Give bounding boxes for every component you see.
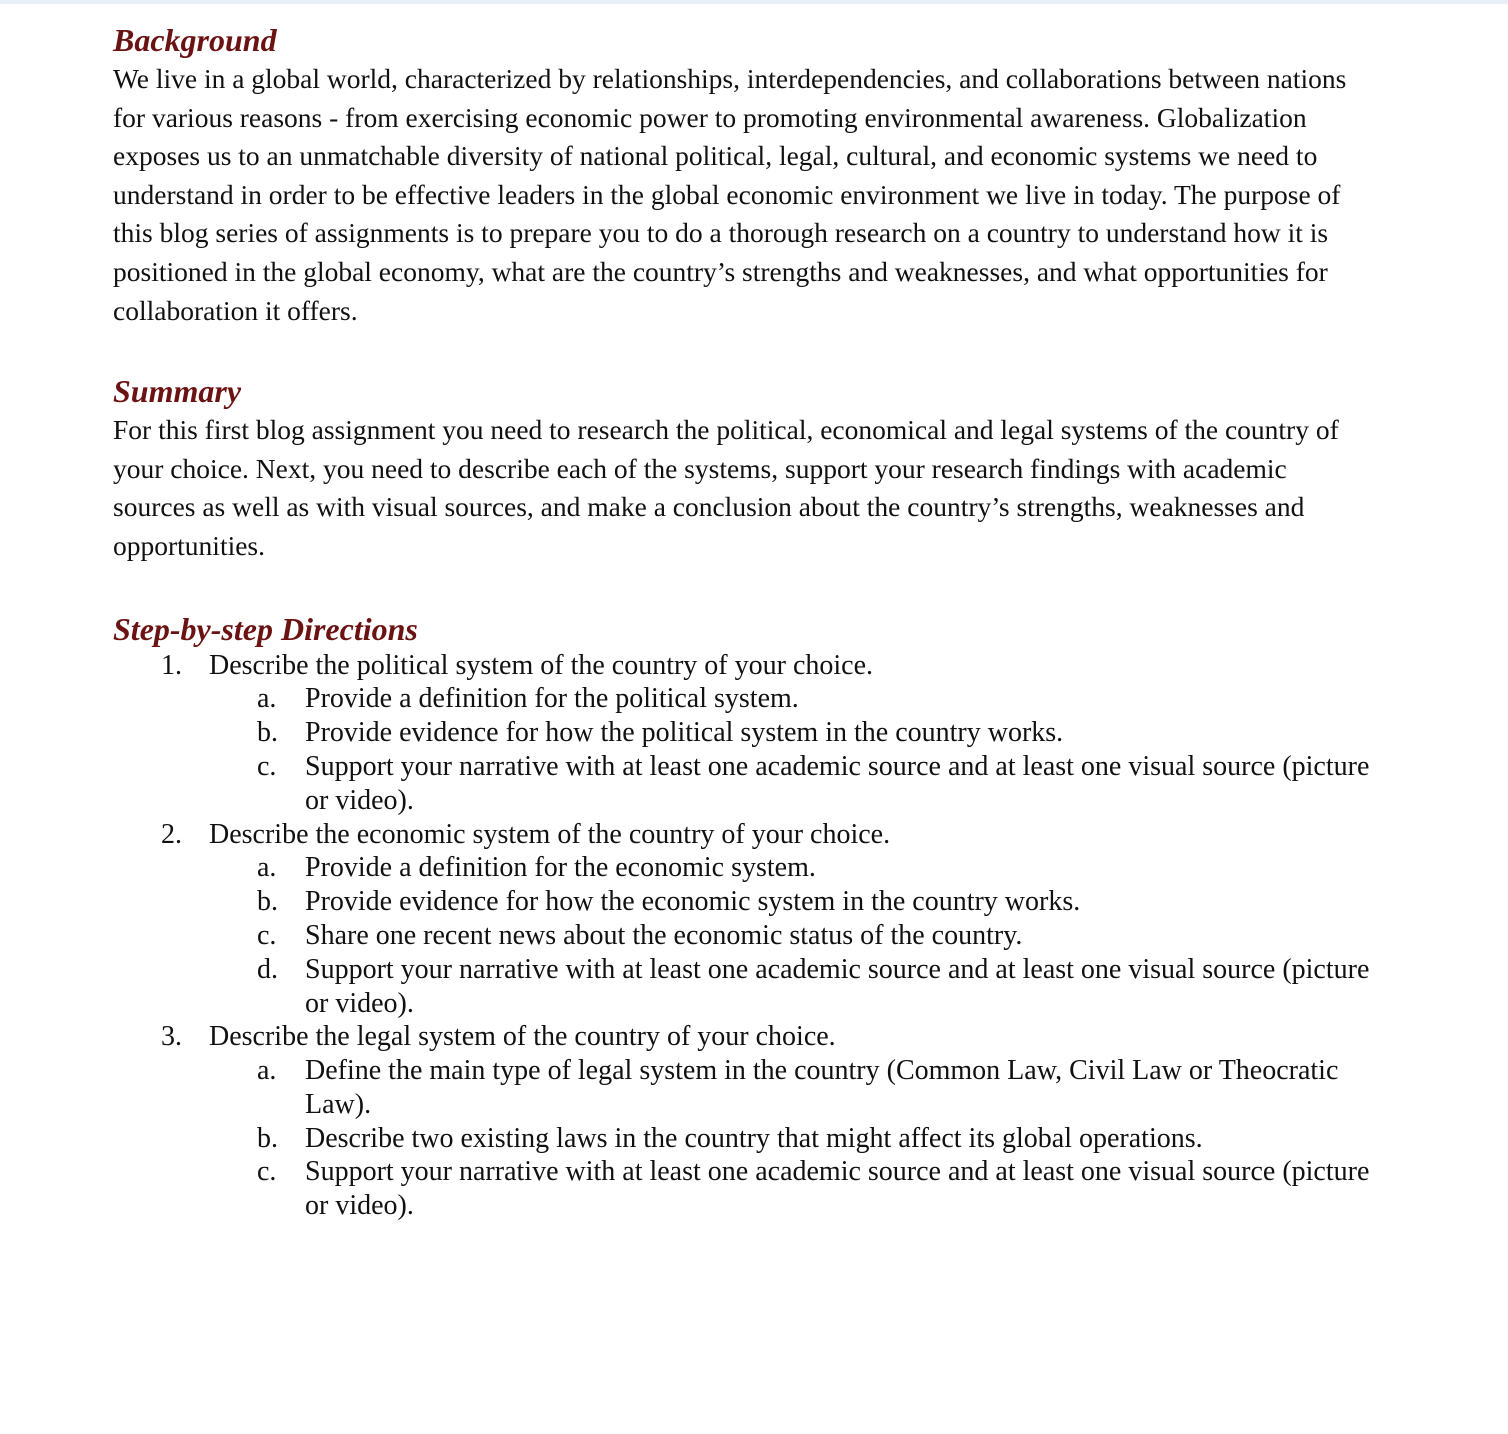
substep — [113, 953, 1373, 1021]
directions-list — [113, 649, 1373, 1224]
substep — [113, 1054, 1373, 1122]
substep-letter: c. — [257, 750, 277, 782]
step-text: Describe the legal system of the country of your choice. — [209, 1021, 836, 1053]
step-number: 3. — [161, 1021, 182, 1053]
background-paragraph: We live in a global world, characterized by relationships, interdependencies, and collaborations between nations for various reasons - from exercising economic power to promoting environmental awareness. Globalization exposes us to an unmatchable diversity of national political, legal, cultural, and economic systems we need to understand in order to be effective leaders in the global economic environment we live in today. The purpose of this blog series of assignments is to prepare you to do a thorough research on a country to understand how it is positioned in the global economy, what are the country’s strengths and weaknesses, and what opportunities for collaboration it offers. — [113, 63, 1347, 326]
background-section — [113, 20, 1373, 330]
step-legal — [113, 1020, 1373, 1223]
substep-list — [209, 1054, 1373, 1223]
directions-heading: Step-by-step Directions — [113, 610, 418, 647]
substep-letter: a. — [257, 683, 277, 715]
step-text: Describe the economic system of the country of your choice. — [209, 818, 891, 850]
substep-letter: b. — [257, 1122, 278, 1154]
background-heading: Background — [113, 22, 277, 58]
substep-text: Describe two existing laws in the country that might affect its global operations. — [305, 1122, 1203, 1154]
substep — [113, 716, 1373, 750]
substep — [113, 750, 1373, 818]
step-text: Describe the political system of the country of your choice. — [209, 649, 874, 681]
substep-text: Support your narrative with at least one academic source and at least one visual source (picture or video). — [305, 1156, 1370, 1222]
summary-heading: Summary — [113, 373, 242, 410]
substep-list — [209, 682, 1373, 817]
substep-letter: c. — [257, 1156, 277, 1188]
summary-section — [113, 371, 1373, 565]
step-economic — [113, 818, 1373, 1021]
substep-text: Support your narrative with at least one academic source and at least one visual source (picture or video). — [305, 750, 1370, 816]
substep-letter: b. — [257, 886, 278, 918]
summary-paragraph: For this first blog assignment you need to research the political, economical and legal systems of the country of your choice. Next, you need to describe each of the systems, support your research findings with academic sources as well as with visual sources, and make a conclusion about the country’s strengths, weaknesses and opportunities. — [113, 414, 1339, 561]
substep-list — [209, 851, 1373, 1020]
step-political — [113, 649, 1373, 818]
substep — [113, 682, 1373, 716]
substep-letter: a. — [257, 1055, 277, 1087]
substep-text: Provide a definition for the economic system. — [305, 852, 816, 884]
substep — [113, 885, 1373, 919]
step-number: 1. — [161, 649, 182, 681]
substep-letter: a. — [257, 852, 277, 884]
substep-letter: b. — [257, 717, 278, 749]
substep-text: Provide evidence for how the economic system in the country works. — [305, 886, 1081, 918]
substep-text: Define the main type of legal system in the country (Common Law, Civil Law or Theocratic Law). — [305, 1055, 1339, 1120]
substep-text: Provide evidence for how the political system in the country works. — [305, 717, 1064, 749]
substep — [113, 1155, 1373, 1223]
substep-text: Provide a definition for the political system. — [305, 683, 799, 715]
document-page — [113, 20, 1373, 1223]
substep-text: Support your narrative with at least one academic source and at least one visual source (picture or video). — [305, 953, 1370, 1019]
directions-section — [113, 609, 1373, 1224]
substep-text: Share one recent news about the economic status of the country. — [305, 919, 1023, 951]
substep — [113, 919, 1373, 953]
substep-letter: c. — [257, 919, 277, 951]
substep — [113, 1122, 1373, 1156]
substep-letter: d. — [257, 953, 278, 985]
substep — [113, 851, 1373, 885]
step-number: 2. — [161, 818, 182, 850]
